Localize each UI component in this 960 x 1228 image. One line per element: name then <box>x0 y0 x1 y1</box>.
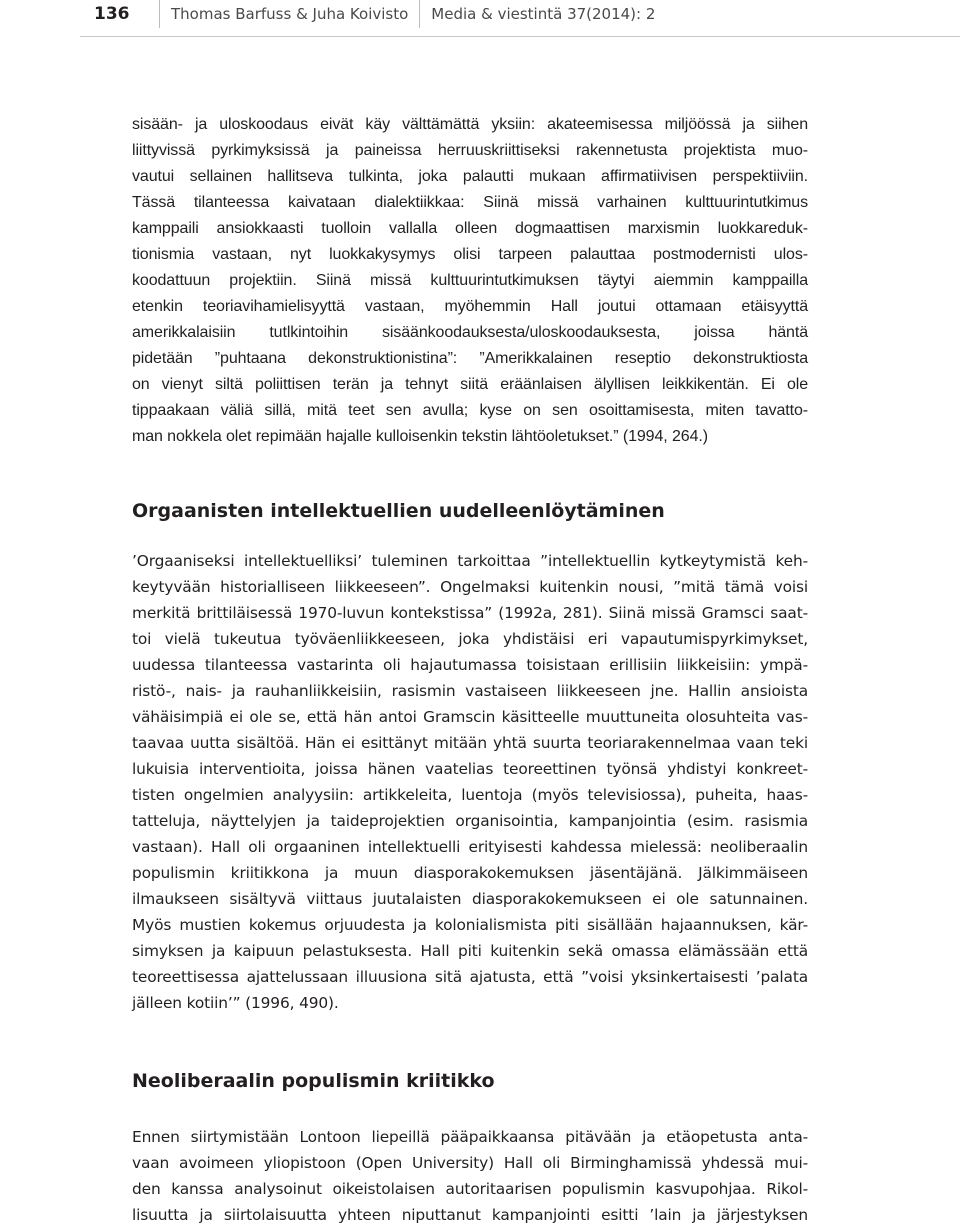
text-line: tisten ongelmien analyysiin: artikkeleita, luentoja (myös televisiossa), puheita, haas- <box>132 786 808 804</box>
block-quote <box>132 112 808 450</box>
section-heading: Neoliberaalin populismin kriitikko <box>132 1070 495 1092</box>
text-line: vautui sellainen hallitseva tulkinta, joka palautti mukaan affirmatiivisen perspektiiviin. <box>132 168 808 185</box>
text-line: den kanssa analysoinut oikeistolaisen autoritaarisen populismin kasvupohjaa. Rikol- <box>132 1180 808 1198</box>
text-line: tionismia vastaan, nyt luokkakysymys olisi tarpeen palauttaa postmodernisti ulos- <box>132 246 808 263</box>
text-line: ristö-, nais- ja rauhanliikkeisiin, rasismin vastaiseen liikkeeseen jne. Hallin ansioista <box>132 682 808 700</box>
text-line: sisään- ja uloskoodaus eivät käy välttämättä yksiin: akateemisessa miljöössä ja siihen <box>132 116 808 133</box>
text-line: vähäisimpiä ei ole se, että hän antoi Gramscin käsitteelle muuttuneita olosuhteita vas- <box>132 708 808 726</box>
text-line: amerikkalaisiin tutlkintoihin sisäänkoodauksesta/uloskoodauksesta, joissa häntä <box>132 324 808 341</box>
text-line: vaan avoimeen yliopistoon (Open University) Hall oli Birminghamissä yhdessä mui- <box>132 1154 808 1172</box>
text-line: koodattuun projektiin. Siinä missä kulttuurintutkimuksen täytyi aiemmin kamppailla <box>132 272 808 289</box>
header-authors: Thomas Barfuss & Juha Koivisto <box>171 5 409 23</box>
header-journal: Media & viestintä 37(2014): 2 <box>431 5 656 23</box>
text-line: ilmaukseen sisältyvä viittaus juutalaisten diasporakokemukseen ei ole satunnainen. <box>132 890 808 908</box>
text-line: liittyvissä pyrkimyksissä ja paineissa herruuskriittiseksi rakennetusta projektista muo- <box>132 142 808 159</box>
text-line: teoreettisessa ajattelussaan illuusiona sitä ajatusta, että ”voisi yksinkertaisesti ’palata <box>132 968 808 986</box>
text-line: jälleen kotiin’” (1996, 490). <box>132 994 339 1012</box>
text-line: lukuisia interventioita, joissa hänen vaatelias teoreettinen työnsä yhdistyi konkreet- <box>132 760 808 778</box>
header-divider <box>80 36 960 37</box>
text-line: kamppaili ansiokkaasti tuolloin vallalla olleen dogmaattisen marxismin luokkareduk- <box>132 220 808 237</box>
text-line: keytyvään historialliseen liikkeeseen”. Ongelmaksi kuitenkin nousi, ”mitä tämä voisi <box>132 578 808 596</box>
text-line: populismin kriitikkona ja muun diasporakokemuksen jäsentäjänä. Jälkimmäiseen <box>132 864 808 882</box>
page-number: 136 <box>94 4 130 24</box>
section-body <box>132 548 808 1016</box>
text-line: Ennen siirtymistään Lontoon liepeillä pääpaikkaansa pitävään ja etäopetusta anta- <box>132 1128 808 1146</box>
header-separator <box>419 0 420 28</box>
text-line: tatteluja, näyttelyjen ja taideprojektien organisointia, kampanjointia (esim. rasismia <box>132 812 808 830</box>
text-line: taavaa uutta sisältöä. Hän ei esittänyt mitään yhtä suurta teoriarakennelmaa vaan teki <box>132 734 808 752</box>
running-header <box>80 0 960 28</box>
text-line: man nokkela olet repimään hajalle kulloisenkin tekstin lähtöoletukset.” (1994, 264.) <box>132 428 708 445</box>
text-line: uudessa tilanteessa vastarinta oli hajautumassa toisistaan erillisiin liikkeisiin: ympä- <box>132 656 808 674</box>
text-line: toi vielä tukeutua työväenliikkeeseen, joka yhdistäisi eri vapautumispyrkimykset, <box>132 630 808 648</box>
text-line: pidetään ”puhtaana dekonstruktionistina”: ”Amerikkalainen reseptio dekonstruktiosta <box>132 350 808 367</box>
text-line: Myös mustien kokemus orjuudesta ja kolonialismista piti sisällään hajaannuksen, kär- <box>132 916 808 934</box>
section-heading: Orgaanisten intellektuellien uudelleenlöytäminen <box>132 500 665 522</box>
text-line: vastaan). Hall oli orgaaninen intellektuelli erityisesti kahdessa mielessä: neoliberaalin <box>132 838 808 856</box>
section-body <box>132 1124 808 1228</box>
header-separator <box>159 0 160 28</box>
text-line: etenkin teoriavihamielisyyttä vastaan, myöhemmin Hall joutui ottamaan etäisyyttä <box>132 298 808 315</box>
text-line: simyksen ja kaipuun pelastuksesta. Hall piti kuitenkin sekä omassa elämässään että <box>132 942 808 960</box>
text-line: merkitä brittiläisessä 1970-luvun kontekstissa” (1992a, 281). Siinä missä Gramsci saat- <box>132 604 808 622</box>
text-line: ’Orgaaniseksi intellektuelliksi’ tuleminen tarkoittaa ”intellektuellin kytkeytymistä keh- <box>132 552 808 570</box>
text-line: on vienyt siltä poliittisen terän ja tehnyt siitä eräänlaisen älyllisen leikkikentän. Ei ole <box>132 376 808 393</box>
text-line: Tässä tilanteessa kaivataan dialektiikkaa: Siinä missä varhainen kulttuurintutkimus <box>132 194 808 211</box>
text-line: lisuutta ja siirtolaisuutta yhteen niputtanut kampanjointi esitti ’lain ja järjestyksen <box>132 1206 808 1224</box>
text-line: tippaakaan väliä sillä, mitä teet sen avulla; kyse on sen osoittamisesta, miten tavatto- <box>132 402 808 419</box>
